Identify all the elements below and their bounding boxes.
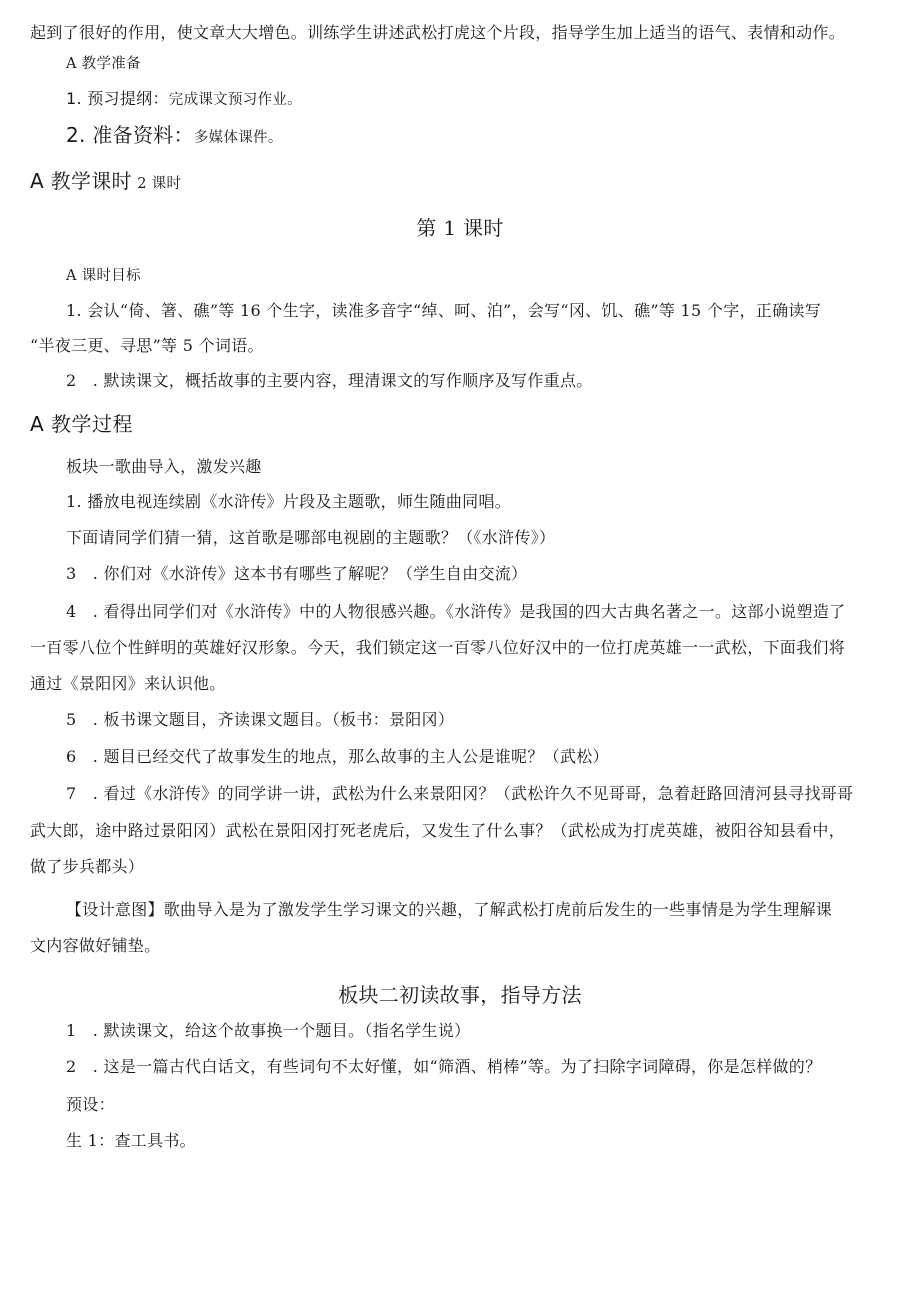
prep-item-2-text: 多媒体课件。 <box>193 130 283 146</box>
lesson-1-title: 第 1 课时 <box>416 216 504 240</box>
lesson-goals-heading: A 课时目标 <box>66 268 141 284</box>
block-2-item-2: 2 . 这是一篇古代白话文，有些词句不太好懂，如“筛酒、梢棒”等。为了扫除字词障碍，你是怎样做的？ <box>66 1057 822 1076</box>
process-step-4-line-1: 4 . 看得出同学们对《水浒传》中的人物很感兴趣。《水浒传》是我国的四大古典名著之一。这部小说塑造了 <box>66 602 846 621</box>
lesson-goal-1-line-2: “半夜三更、寻思”等 5 个词语。 <box>30 336 264 355</box>
lesson-goal-1-line-1: 1. 会认“倚、箸、礁”等 16 个生字，读准多音字“绰、呵、泊”，会写“冈、饥、礁”等 15 个字，正确读写 <box>66 301 821 320</box>
prep-item-2 <box>66 124 283 149</box>
block-2-title: 板块二初读故事，指导方法 <box>338 983 582 1007</box>
block-2-preset-label: 预设： <box>66 1095 115 1114</box>
lesson-goal-2: 2 . 默读课文，概括故事的主要内容，理清课文的写作顺序及写作重点。 <box>66 371 593 390</box>
process-step-2: 下面请同学们猜一猜，这首歌是哪部电视剧的主题歌？（《水浒传》） <box>66 528 556 547</box>
prep-item-1-text: 完成课文预习作业。 <box>168 92 302 108</box>
process-step-7-line-2: 武大郎，途中路过景阳冈）武松在景阳冈打死老虎后，又发生了什么事？（武松成为打虎英雄，被阳谷知县看中， <box>30 821 846 840</box>
process-heading: A 教学过程 <box>30 412 134 436</box>
process-step-4-line-2: 一百零八位个性鲜明的英雄好汉形象。今天，我们锁定这一百零八位好汉中的一位打虎英雄一一武松，下面我们将 <box>30 638 846 657</box>
prep-item-1-label: 1. 预习提纲： <box>66 89 169 108</box>
design-intent-line-1: 【设计意图】歌曲导入是为了激发学生学习课文的兴趣，了解武松打虎前后发生的一些事情是为学生理解课 <box>66 900 833 919</box>
process-step-3: 3 . 你们对《水浒传》这本书有哪些了解呢？（学生自由交流） <box>66 564 528 583</box>
block-2-student-1: 生 1：查工具书。 <box>66 1131 196 1150</box>
hours-value: 2 课时 <box>137 176 182 192</box>
block-1-title: 板块一歌曲导入，激发兴趣 <box>66 457 262 476</box>
intro-paragraph-tail: 起到了很好的作用，使文章大大增色。训练学生讲述武松打虎这个片段，指导学生加上适当的语气、表情和动作。 <box>30 23 846 42</box>
process-step-5: 5 . 板书课文题目，齐读课文题目。（板书：景阳冈） <box>66 710 455 729</box>
process-step-7-line-3: 做了步兵都头） <box>30 857 145 876</box>
process-step-1: 1. 播放电视连续剧《水浒传》片段及主题歌，师生随曲同唱。 <box>66 492 512 511</box>
block-2-item-1: 1 . 默读课文，给这个故事换一个题目。（指名学生说） <box>66 1021 471 1040</box>
design-intent-line-2: 文内容做好铺垫。 <box>30 936 161 955</box>
process-step-4-line-3: 通过《景阳冈》来认识他。 <box>30 674 226 693</box>
hours-heading: A 教学课时 <box>30 169 132 193</box>
process-step-6: 6 . 题目已经交代了故事发生的地点，那么故事的主人公是谁呢？（武松） <box>66 747 609 766</box>
prep-item-2-label: 2. 准备资料： <box>66 123 194 147</box>
process-step-7-line-1: 7 . 看过《水浒传》的同学讲一讲，武松为什么来景阳冈？（武松许久不见哥哥，急着赶路回清河县寻找哥哥 <box>66 784 854 803</box>
prep-heading: A 教学准备 <box>66 56 141 72</box>
prep-item-1 <box>66 88 302 111</box>
hours-line <box>30 170 181 195</box>
